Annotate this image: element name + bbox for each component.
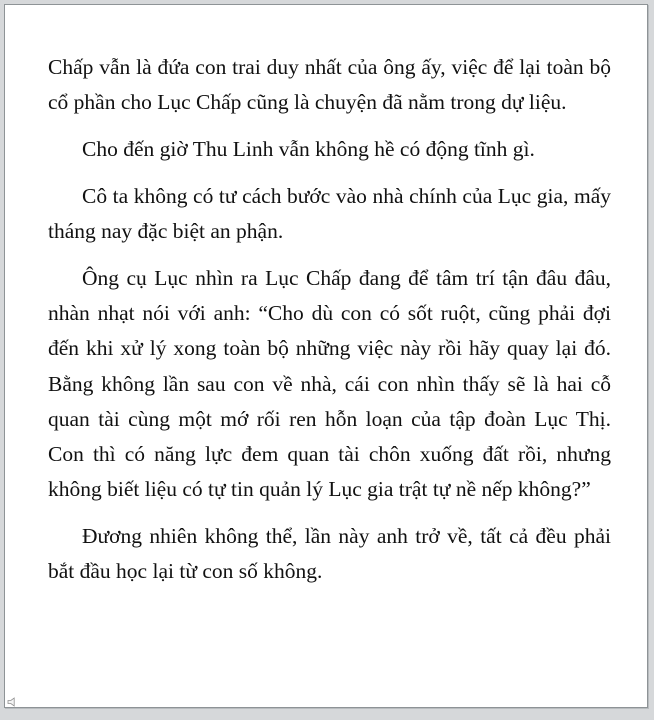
document-body [48, 50, 611, 601]
document-page [4, 4, 648, 708]
paragraph-1: Chấp vẫn là đứa con trai duy nhất của ông ấy, việc để lại toàn bộ cổ phần cho Lục Chấp cũng là chuyện đã nằm trong dự liệu. [48, 55, 611, 115]
paragraph-4: Ông cụ Lục nhìn ra Lục Chấp đang để tâm trí tận đâu đâu, nhàn nhạt nói với anh: “Cho dù con có sốt ruột, cũng phải đợi đến khi xử lý xong toàn bộ những việc này rồi hãy quay lại đó. Bằng không lần sau con về nhà, cái con nhìn thấy sẽ là hai cỗ quan tài cùng một mớ rối ren hỗn loạn của tập đoàn Lục Thị. Con thì có năng lực đem quan tài chôn xuống đất rồi, nhưng không biết liệu có tự tin quản lý Lục gia trật tự nề nếp không?” [48, 265, 611, 502]
paragraph-2: Cho đến giờ Thu Linh vẫn không hề có động tĩnh gì. [82, 136, 535, 161]
paragraph-5: Đương nhiên không thể, lần này anh trở về, tất cả đều phải bắt đầu học lại từ con số không. [48, 524, 611, 584]
bottom-status-bar [0, 710, 654, 720]
paragraph-3: Cô ta không có tư cách bước vào nhà chính của Lục gia, mấy tháng nay đặc biệt an phận. [48, 183, 611, 243]
speaker-left-arrow-icon[interactable] [7, 694, 17, 704]
